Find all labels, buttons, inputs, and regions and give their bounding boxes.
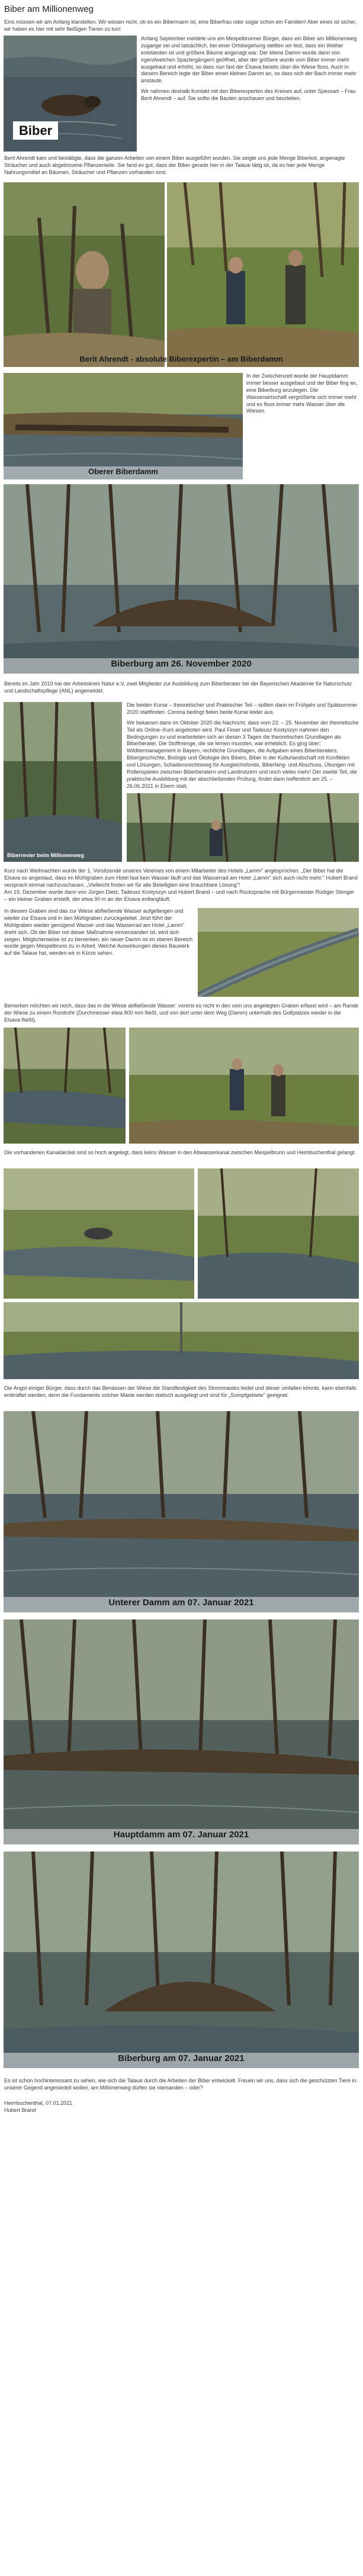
caption-unterer: Unterer Damm am 07. Januar 2021 <box>4 1597 359 1612</box>
sign-place: Heimbuchenthal, 07.01.2021 <box>4 2100 73 2106</box>
unterer-damm-photo <box>4 1411 359 1612</box>
section-10-text: Die Angst einiger Bürger, dass durch das Benässen der Wiese die Standfestigkeit des Strommastes leidet und dieser umfallen könnte, kann ebenfalls entkräftet werden, denn die Fundamente solcher Maste werden statisch ausgelegt und sind für „Sumpfgebiete" geeignet. <box>4 1385 356 1398</box>
section-8-text: Bemerken möchten wir noch, dass das in die Wiese abfließende Wasser: vorerst es nicht in den vom uns angelegten Graben erfasst wird – am Rande der Wiese zu einem Rundrohr (Durchmesser etwa 800 mm fließt, und von dort unter dem Weg (Damm) unterhalb des Golfplatzes wieder in die Elsava fließt). <box>4 1003 358 1023</box>
page-title: Biber am Millionenweg <box>4 4 94 14</box>
section-6-text <box>4 868 358 903</box>
biberburg-jan-photo <box>4 1852 359 2068</box>
workers-photo <box>129 1028 359 1144</box>
section-2-text: Berit Ahrendt kam und bestätigte, dass die ganzen Arbeiten von einem Biber ausgeführt wurden. Sie zeigte uns jede Menge Biberkot, angenagte Sträucher und auch abgebissene Pflanzenteile. Sie fand es gut, dass der Biber gerade hier in der Talaue tätig ist, da es hier jede Menge Nahrungsmittel an Bäumen, Sträucher und Pflanzen vorhanden sind. <box>4 155 345 175</box>
paragraph: Wir nahmen deshalb Kontakt mit den Biberexperten des Kreises auf, unter Spessart – Frau Berit Ahrendt – auf. Sie sollte die Bauten anschauen und beurteilen. <box>141 88 356 101</box>
section-1-text <box>141 36 359 102</box>
caption-oberer: Oberer Biberdamm <box>4 466 243 479</box>
paragraph: Wir bekamen dann im Oktober 2020 die Nachricht, dass vom 23. – 25. November der theoretische Teil als Online–Kurs angeboten wird. Paul Feser und Tadeusz Kostyszyn nahmen den Bedingungen zu und erarbeiteten sich an diesen 3 Tagen die theoretischen Grundlagen als Biberberater. Die Stoffmenge, die sie lernen mussten, war erheblich. Es ging über: Wildtiermanagement in Bayern, rechtliche Grundlagen, die Aufgaben eines Biberberaters, Bibergeschichte, Biologie und Ökologie des Bibers, Biber in der Kulturlandschaft mit Konflikten und Lösungen, Schadensrechtsweg für Ausgleichsfonds, Biberfang- und Abschuss, Übungen mit Rollenspielen zwischen Biberberatern und Landnutzern und noch vieles mehr! Der zweite Teil, die praktische Ausbildung mit der abschließenden Prüfung, findet dann hoffentlich am 25. – 26.06.2021 in Ebern statt. <box>127 719 359 789</box>
paragraph: Anfang September meldete uns ein Mespelbrunner Bürger, dass ein Biber am Millionenweg zugange sei und tatsächlich, bei einer Ortsbegehung stellten wir fest, dass ein Weiher entstanden ist und größere Bäume angenagt war. Der kleine Damm wurde dann von irgendwelchen Spaziergängern geöffnet, aber der größere wurde vom Biber immer mehr ausgebaut und erhöht, so dass nun fast der Elsava bereits über die Wiese floss. Auch in diesem Bereich legte der Biber einen kleinen Damm an, so dass sich der Bach immer mehr anstaute. <box>141 36 357 84</box>
sign-name: Hubert Brand <box>4 2107 36 2113</box>
biber-badge: Biber <box>13 121 58 140</box>
rohr-photo <box>4 1028 126 1144</box>
strommast-photo <box>4 1302 359 1379</box>
caption-burg-nov: Biberburg am 26. November 2020 <box>4 658 359 674</box>
berit-photo-2 <box>167 182 359 367</box>
wiese-photo <box>198 1168 359 1299</box>
paragraph: Kurz nach Weihnachten wurde der 1. Vorsitzende unseres Vereines von einem Mitarbeiter des Hotels „Lamm" angesprochen. „Der Biber hat die Elsava so angestaut, dass im Mühlgraben zum Hotel fast kein Wasser läuft und das Wasserrad am Hotel „Lamm" sich auch nicht mehr." Hubert Brand versprach einmal nachzuschauen. „Vielleicht finden wir für alle Beteiligten eine brauchbare Lösung"! <box>4 868 358 888</box>
beaver-swimming-photo <box>4 36 137 152</box>
caption-millionenweg: Biberrevier beim Millionenweg <box>7 852 85 859</box>
section-7-text: In diesem Graben sind das zur Wiese abfließende Wasser aufgefangen und wieder zur Elsava und in den Mühlgraben zurückgeleitet. Jetzt führt der Mühlgraben wieder genügend Wasser und das Wasserrad am Hotel „Lamm" dreht sich. Ob der Biber mit dieser Maßnahme einverstanden ist, wird sich zeigen. Möglicherweise ist zu bemerken, ein neuer Damm ist im oberen Bereich wurde gegen Mespelbrunn zu in Arbeit. Welche Auswirkungen dieses Bauwerk auf die Talaue hat, werden wir in Kürze sehen. <box>4 908 193 957</box>
hauptdamm-photo <box>4 1619 359 1844</box>
millionenweg-photo <box>4 702 122 862</box>
caption-burg-jan: Biberburg am 07. Januar 2021 <box>4 2053 359 2068</box>
biberrevier-photo <box>127 793 359 862</box>
section-4-text: Bereits im Jahr 2019 hat der Arbeitskreis Natur e.V. zwei Mitglieder zur Ausbildung zum Biberberater bei der Bayerischen Akademie für Naturschutz und Landschaftspflege (ANL) angemeldet. <box>4 681 352 694</box>
kanaldeckel-photo <box>4 1168 194 1299</box>
caption-haupt: Hauptdamm am 07. Januar 2021 <box>4 1829 359 1844</box>
berit-photo-1 <box>4 182 165 367</box>
biberburg-nov-photo <box>4 484 359 674</box>
paragraph: Die beiden Kurse – theoretischer und Praktischer Teil – sollten dann im Frühjahr und Spätsommer 2020 stattfinden. Corona bedingt fielen beide Kurse leider aus. <box>127 702 358 715</box>
section-9-text: Die vorhandenen Kanaldeckel sind so hoch angelegt, dass keins Wasser in den Abwasserkanal zwischen Mespelbrunn und Heimbuchenthal gelangt. <box>4 1149 356 1155</box>
section-5-text <box>127 702 359 790</box>
oberer-damm-photo <box>4 373 243 479</box>
intro-text: Eins müssen wir am Anfang klarstellen. Wir wissen nicht, ob es ein Bibermann ist, eine Biberfrau oder sogar schon ein Familien! Aber eines ist sicher, wir haben es hier mit sehr fleißigen Tieren zu tun! <box>4 19 356 32</box>
closing-text: Es ist schon hochinteressant zu sehen, wie sich die Talaue durch die Arbeiten der Biber entwickelt. Freuen wir uns, dass sich die geschützten Tiere in unserer Gegend angesiedelt wollen, am Millionenweg dürfen sie niemanden – oder? <box>4 2078 356 2091</box>
caption-berit: Berit Ahrendt - absolute Biberexpertin – am Biberdamm <box>79 355 283 363</box>
paragraph: Am 19. Dezember wurde dann von Jürgen Dietz, Tadeusz Kostyszyn und Hubert Brand – und nach Rücksprache mit Bürgermeister Rüdiger Stenger – ein kleiner Graben erstellt, der etwa 90 m an der Elsava entlangläuft. <box>4 888 355 902</box>
section-3-text: In der Zwischenzeit wurde der Hauptdamm immer besser ausgebaut und der Biber fing an, eine Biberburg anzulegen. Die Wasserwirtschaft vergrößerte sich immer mehr und es floss immer mehr Wasser über die Wiesen. <box>246 373 358 414</box>
graben-photo <box>198 908 359 997</box>
